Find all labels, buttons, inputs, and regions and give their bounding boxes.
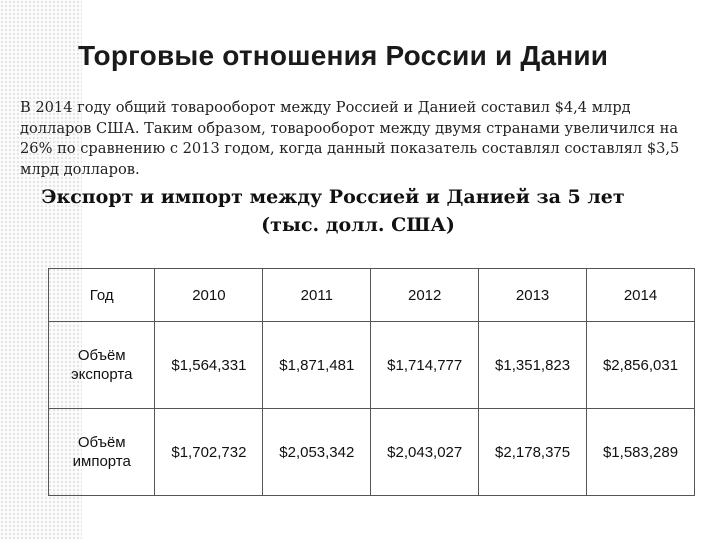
- table-cell: $1,702,732: [155, 409, 263, 496]
- table-cell: $1,714,777: [371, 322, 479, 409]
- row-label-export: Объём экспорта: [49, 322, 155, 409]
- table-row-export: [49, 322, 695, 409]
- table-row-import: [49, 409, 695, 496]
- table-subtitle: [20, 183, 696, 239]
- table-subtitle-line2: (тыс. долл. США): [261, 214, 455, 236]
- table-cell: $2,043,027: [371, 409, 479, 496]
- table-cell: $2,178,375: [479, 409, 587, 496]
- table-cell: $2,053,342: [263, 409, 371, 496]
- table-cell: $1,564,331: [155, 322, 263, 409]
- slide-title: Торговые отношения России и Дании: [78, 40, 609, 71]
- table-cell: $2,856,031: [587, 322, 695, 409]
- header-cell-year: 2011: [263, 269, 371, 322]
- trade-table: [48, 268, 695, 496]
- table-header-row: [49, 269, 695, 322]
- header-cell-year: 2014: [587, 269, 695, 322]
- header-cell-year: 2012: [371, 269, 479, 322]
- header-cell-year: 2010: [155, 269, 263, 322]
- intro-paragraph: В 2014 году общий товарооборот между Россией и Данией составил $4,4 млрд долларов США. Таким образом, товарооборот между двумя странами увеличился на 26% по сравнению с 2013 годом, когда данный показатель составлял составлял $3,5 млрд долларов.: [20, 99, 680, 178]
- row-label-import: Объём импорта: [49, 409, 155, 496]
- table-cell: $1,583,289: [587, 409, 695, 496]
- table-subtitle-line1: Экспорт и импорт между Россией и Данией за 5 лет: [41, 186, 625, 208]
- header-cell-year: 2013: [479, 269, 587, 322]
- header-cell-year-label: Год: [49, 269, 155, 322]
- table-cell: $1,351,823: [479, 322, 587, 409]
- table-cell: $1,871,481: [263, 322, 371, 409]
